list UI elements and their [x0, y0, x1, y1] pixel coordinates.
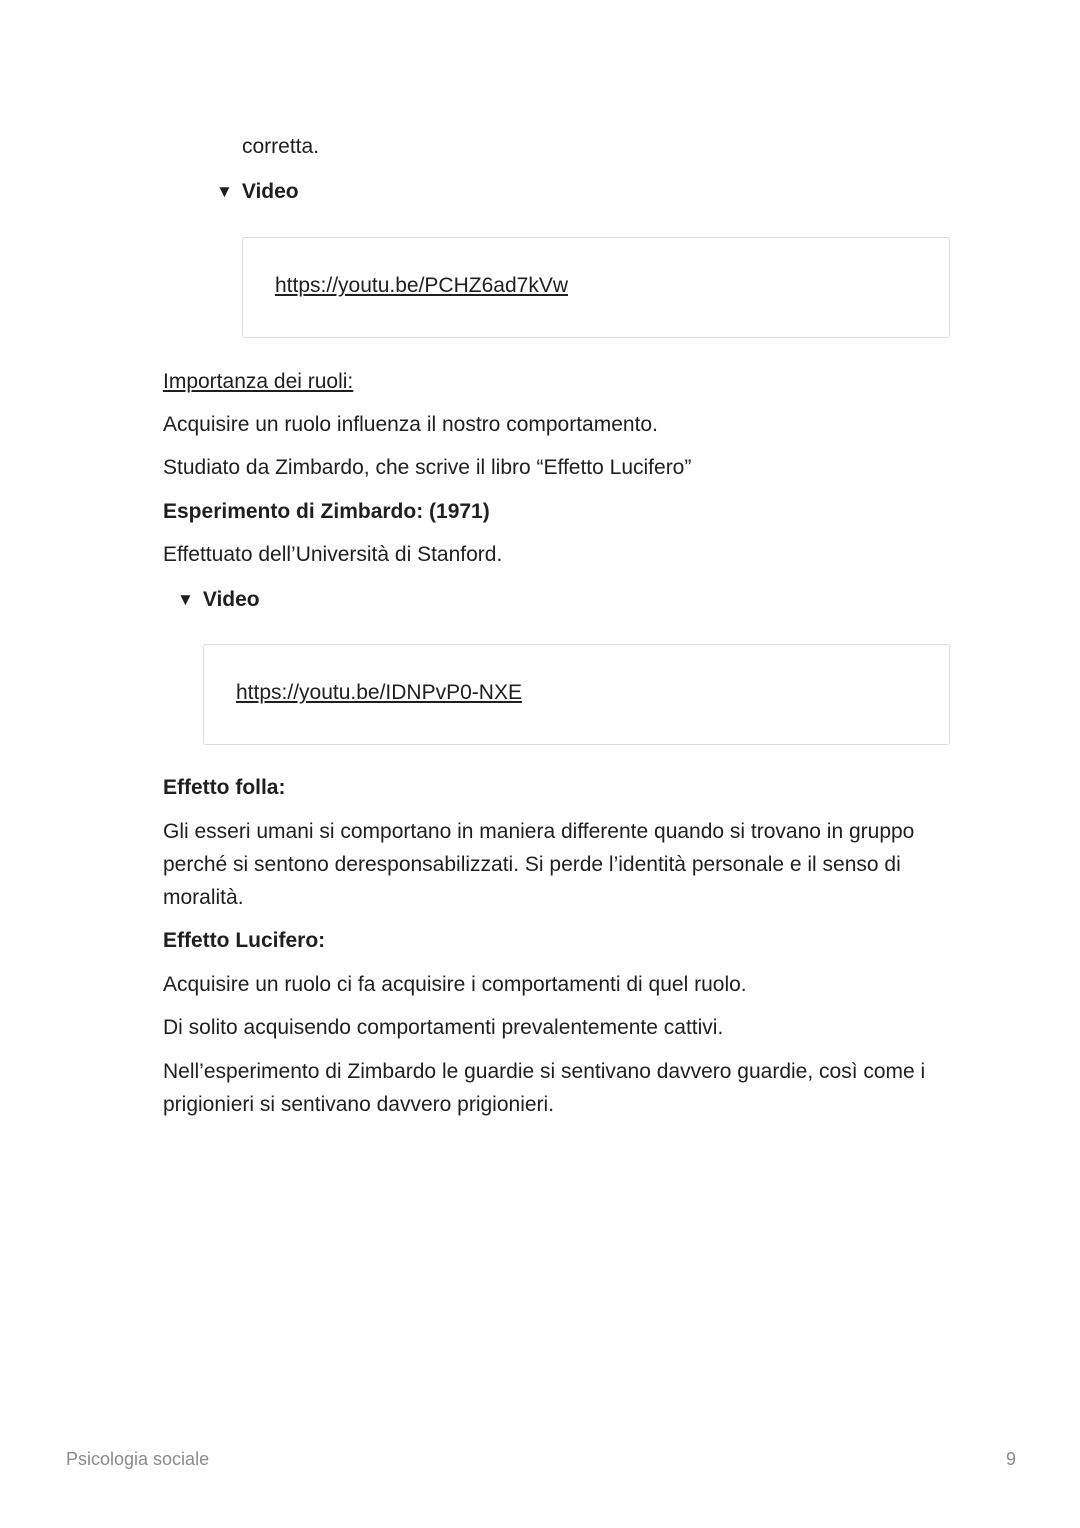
toggle-arrow-icon: ▼: [177, 590, 194, 609]
toggle-label: Video: [241, 180, 299, 203]
paragraph: Di solito acquisendo comportamenti prevalentemente cattivi.: [163, 1016, 724, 1039]
text-fragment: corretta.: [242, 135, 320, 158]
paragraph: Gli esseri umani si comportano in maniera differente quando si trovano in gruppo perché si sentono deresponsabilizzati. Si perde l’identità personale e il senso di moralità.: [163, 820, 915, 909]
section-heading-experiment: Esperimento di Zimbardo: (1971): [163, 500, 490, 523]
video-toggle-1[interactable]: [216, 177, 299, 207]
paragraph: Acquisire un ruolo influenza il nostro comportamento.: [163, 413, 658, 436]
section-heading-lucifer: Effetto Lucifero:: [163, 929, 326, 952]
toggle-label: Video: [202, 588, 260, 611]
video-toggle-2[interactable]: [177, 585, 260, 615]
section-heading-roles: Importanza dei ruoli:: [163, 370, 354, 393]
video-embed-2: [203, 644, 950, 745]
paragraph: Effettuato dell’Università di Stanford.: [163, 543, 503, 566]
toggle-arrow-icon: ▼: [216, 182, 233, 201]
paragraph: Nell’esperimento di Zimbardo le guardie si sentivano davvero guardie, così come i prigionieri si sentivano davvero prigionieri.: [163, 1060, 926, 1116]
page-number: 9: [1005, 1449, 1016, 1469]
video-embed-1: [242, 237, 950, 338]
paragraph: Studiato da Zimbardo, che scrive il libro “Effetto Lucifero”: [163, 456, 692, 479]
footer-title: Psicologia sociale: [66, 1449, 210, 1469]
video-link-1[interactable]: https://youtu.be/PCHZ6ad7kVw: [275, 274, 568, 297]
section-heading-crowd: Effetto folla:: [163, 776, 286, 799]
video-link-2[interactable]: https://youtu.be/IDNPvP0-NXE: [236, 681, 522, 704]
paragraph: Acquisire un ruolo ci fa acquisire i comportamenti di quel ruolo.: [163, 973, 747, 996]
